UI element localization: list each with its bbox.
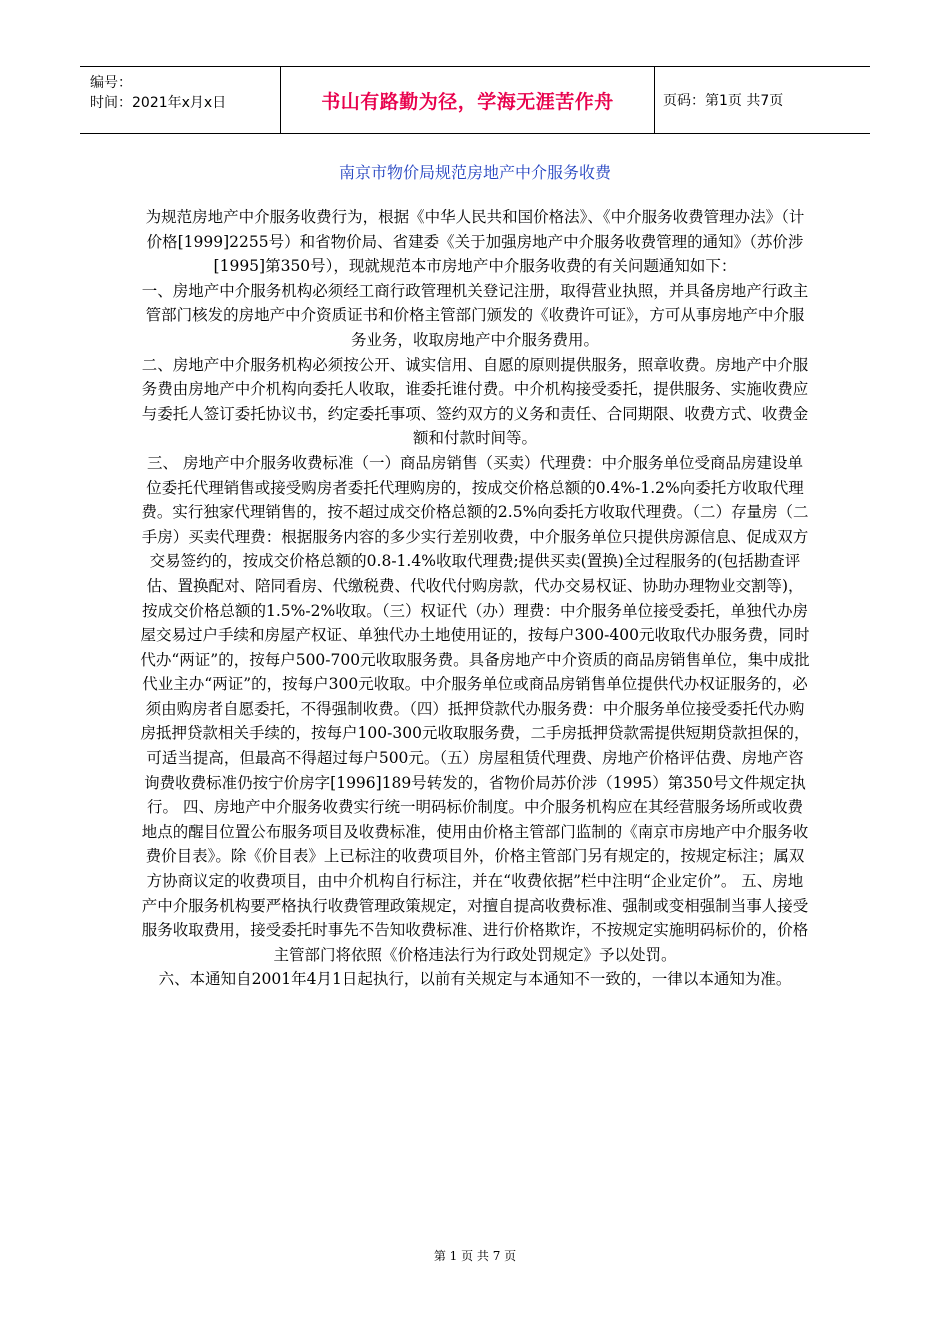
paragraph-intro: 为规范房地产中介服务收费行为，根据《中华人民共和国价格法》、《中介服务收费管理办法》（计价格[1999]2255号）和省物价局、省建委《关于加强房地产中介服务收费管理的通知》（苏价涉[1995]第350号），现就规范本市房地产中介服务收费的有关问题通知如下： — [145, 208, 805, 276]
paragraph-3: 三、 房地产中介服务收费标准（一）商品房销售（买卖）代理费：中介服务单位受商品房建设单位委托代理销售或接受购房者委托代理购房的，按成交价格总额的0.4%-1.2%向委托方收取代理费。实行独家代理销售的，按不超过成交价格总额的2.5%向委托方收取代理费。（二）存量房（二手房）买卖代理费：根据服务内容的多少实行差别收费，中介服务单位只提供房源信息、促成双方交易签约的，按成交价格总额的0.8-1.4%收取代理费;提供买卖(置换)全过程服务的(包括勘查评估、置换配对、陪同看房、代缴税费、代收代付购房款，代办交易权证、协助办理物业交割等)，按成交价格总额的1.5%-2%收取。（三）权证代（办）理费：中介服务单位接受委托，单独代办房屋交易过户手续和房屋产权证、单独代办土地使用证的，按每户300-400元收取代办服务费，同时代办“两证”的，按每户500-700元收取服务费。具备房地产中介资质的商品房销售单位，集中成批代业主办“两证”的，按每户300元收取。中介服务单位或商品房销售单位提供代办权证服务的，必须由购房者自愿委托，不得强制收费。（四）抵押贷款代办服务费：中介服务单位接受委托代办购房抵押贷款相关手续的，按每户100-300元收取服务费，二手房抵押贷款需提供短期贷款担保的，可适当提高，但最高不得超过每户500元。（五）房屋租赁代理费、房地产价格评估费、房地产咨询费收费标准仍按宁价房字[1996]189号转发的，省物价局苏价涉（1995）第350号文件规定执行。 四、房地产中介服务收费实行统一明码标价制度。中介服务机构应在其经营服务场所或收费地点的醒目位置公布服务项目及收费标准，使用由价格主管部门监制的《南京市房地产中介服务收费价目表》。除《价目表》上已标注的收费项目外，价格主管部门另有规定的，按规定标注；属双方协商议定的收费项目，由中介机构自行标注，并在“收费依据”栏中注明“企业定价”。 五、房地产中介服务机构要严格执行收费管理政策规定，对擅自提高收费标准、强制或变相强制当事人接受服务收取费用，接受委托时事先不告知收费标准、进行价格欺诈，不按规定实施明码标价的，价格主管部门将依照《价格违法行为行政处罚规定》予以处罚。 — [140, 453, 810, 964]
page-header — [80, 66, 870, 134]
document-body — [140, 205, 810, 992]
header-meta — [80, 67, 280, 133]
paragraph-6: 六、本通知自2001年4月1日起执行，以前有关规定与本通知不一致的，一律以本通知为准。 — [158, 970, 792, 989]
document-time: 时间：2021年x月x日 — [90, 95, 227, 111]
document-number: 编号： — [90, 75, 132, 91]
header-motto: 书山有路勤为径，学海无涯苦作舟 — [280, 67, 655, 133]
paragraph-1: 一、房地产中介服务机构必须经工商行政管理机关登记注册，取得营业执照，并具备房地产行政主管部门核发的房地产中介资质证书和价格主管部门颁发的《收费许可证》，方可从事房地产中介服务业务，收取房地产中介服务费用。 — [141, 281, 809, 349]
document-title: 南京市物价局规范房地产中介服务收费 — [338, 163, 611, 182]
header-page-info: 页码：第1页 共7页 — [663, 93, 784, 109]
paragraph-2: 二、房地产中介服务机构必须按公开、诚实信用、自愿的原则提供服务，照章收费。房地产中介服务费由房地产中介机构向委托人收取，谁委托谁付费。中介机构接受委托，提供服务、实施收费应与委托人签订委托协议书，约定委托事项、签约双方的义务和责任、合同期限、收费方式、收费金额和付款时间等。 — [141, 355, 809, 448]
page-footer: 第 1 页 共 7 页 — [433, 1249, 517, 1263]
